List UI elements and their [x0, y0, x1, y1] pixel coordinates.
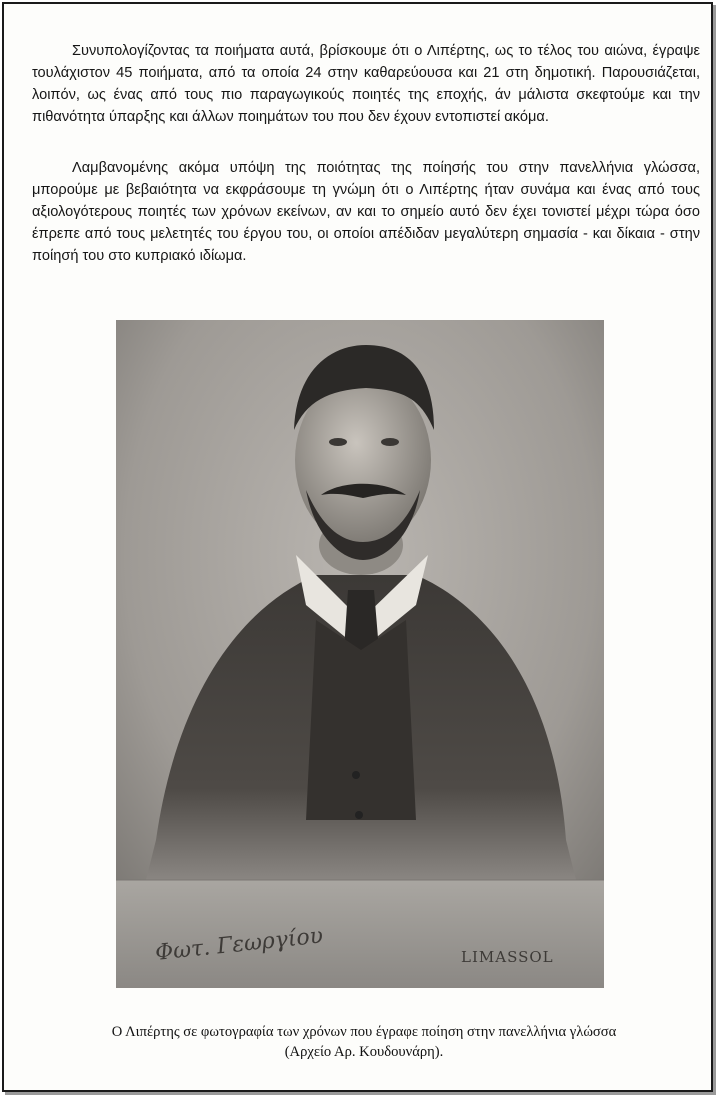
waistcoat — [306, 620, 416, 820]
left-eye — [329, 438, 347, 446]
coat-button — [352, 771, 360, 779]
caption-line-1: Ο Λιπέρτης σε φωτογραφία των χρόνων που έγραφε ποίηση στην πανελλήνια γλώσσα — [111, 1024, 617, 1040]
paragraph-1: Συνυπολογίζοντας τα ποιήματα αυτά, βρίσκουμε ότι ο Λιπέρτης, ως το τέλος του αιώνα, έγραψε τουλάχιστον 45 ποιήματα, από τα οποία 24 στην καθαρεύουσα και 21 στη δημοτική. Παρουσιάζεται, λοιπόν, ως ένας από τους πιο παραγωγικούς ποιητές της εποχής, άν μάλιστα σκεφτούμε και την πιθανότητα ύπαρξης και άλλων ποιημάτων του που δεν έχουν εντοπιστεί ακόμα. — [32, 43, 700, 125]
book-page — [2, 2, 713, 1092]
portrait-photograph — [116, 320, 604, 988]
right-eye — [381, 438, 399, 446]
paragraph-2: Λαμβανομένης ακόμα υπόψη της ποιότητας της ποίησής του στην πανελλήνια γλώσσα, μπορούμε με βεβαιότητα να εκφράσουμε τη γνώμη ότι ο Λιπέρτης ήταν συνάμα και ένας από τους αξιολογότερους ποιητές των χρόνων εκείνων, αν και το σημείο αυτό δεν έχει τονιστεί μέχρι τώρα όσο έπρεπε από τους μελετητές του έργου του, οι οποίοι απέδιδαν μεγαλύτερη σημασία - και δίκαια - στην ποίησή του στο κυπριακό ιδίωμα. — [32, 160, 700, 264]
studio-location: LIMASSOL — [461, 948, 554, 966]
photo-mount-strip — [116, 880, 604, 988]
caption-line-2: (Αρχείο Αρ. Κουδουνάρη). — [284, 1044, 444, 1060]
studio-signature: Φωτ. Γεωργίου — [154, 923, 325, 966]
photo-caption — [24, 1022, 704, 1062]
